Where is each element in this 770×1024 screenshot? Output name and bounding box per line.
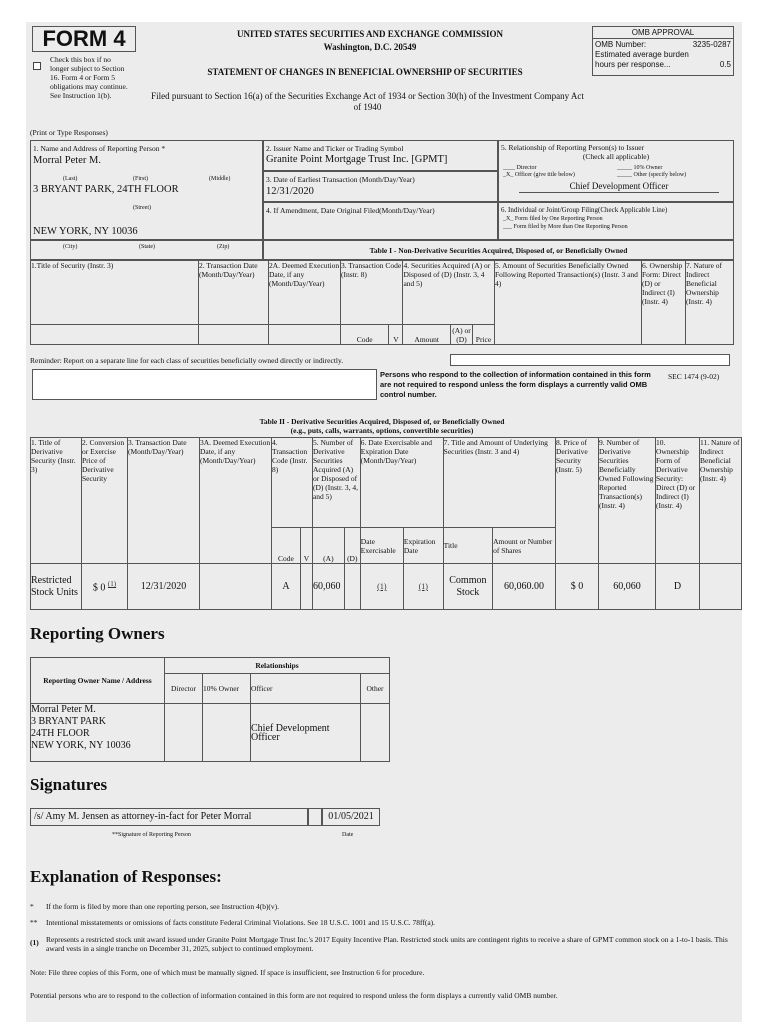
omb-hours: 0.5 <box>719 60 731 69</box>
t1-sub-aord: (A) or (D) <box>452 326 471 344</box>
row-form: D <box>656 564 700 610</box>
officer-option[interactable]: _X_ Officer (give title below) <box>503 172 575 178</box>
signature-date: 01/05/2021 <box>322 808 380 826</box>
row-code: A <box>272 564 301 610</box>
t2-col-title: 1. Title of Derivative Security (Instr. 3) <box>31 438 82 564</box>
sec-code: SEC 1474 (9-02) <box>668 372 720 381</box>
box-6-filing <box>498 202 734 240</box>
more-person-option[interactable]: ___ Form filed by More than One Reporting Person <box>503 224 628 230</box>
box-6-label: 6. Individual or Joint/Group Filing(Check Applicable Line) <box>501 206 668 214</box>
label-street: (Street) <box>133 205 151 211</box>
table-row <box>31 704 390 762</box>
no-longer-subject-checkbox[interactable] <box>33 57 41 75</box>
row-date-ex[interactable]: (1) <box>360 564 403 610</box>
t2-sub-code: Code <box>272 528 301 564</box>
agency-name: UNITED STATES SECURITIES AND EXCHANGE COMMISSION <box>237 29 503 39</box>
other-option[interactable]: _____ Other (specify below) <box>617 172 687 178</box>
box-4-label: 4. If Amendment, Date Original Filed(Month/Day/Year) <box>266 206 435 215</box>
ro-col-ten-pct: 10% Owner <box>203 674 251 704</box>
city-state-zip-row <box>30 240 263 260</box>
box-5-sub: (Check all applicable) <box>582 152 650 161</box>
t2-col-underlying: 7. Title and Amount of Underlying Securities (Instr. 3 and 4) <box>443 438 555 528</box>
label-state: (State) <box>139 244 155 250</box>
t2-sub-v: V <box>300 528 312 564</box>
ro-col-director: Director <box>165 674 203 704</box>
row-acquired: 60,060 <box>312 564 344 610</box>
one-person-option[interactable]: _X_ Form filed by One Reporting Person <box>503 216 603 222</box>
t1-col-title: 1.Title of Security (Instr. 3) <box>31 261 199 325</box>
table-row <box>31 564 742 610</box>
omb-number: 3235-0287 <box>692 40 731 49</box>
t1-sub-v: V <box>389 325 403 345</box>
box-5-label: 5. Relationship of Reporting Person(s) to Issuer <box>501 143 645 152</box>
signatures-heading: Signatures <box>30 775 108 794</box>
ro-col-other: Other <box>361 674 390 704</box>
label-zip: (Zip) <box>217 244 230 250</box>
row-exp[interactable]: (1) <box>403 564 443 610</box>
officer-title: Chief Development Officer <box>519 181 719 193</box>
ro-relationships: Relationships <box>165 658 390 674</box>
t2-col-code: 4. Transaction Code (Instr. 8) <box>272 438 313 528</box>
t1-sub-code: Code <box>341 325 389 345</box>
t1-col-deemed: 2A. Deemed Execution Date, if any (Month/Day/Year) <box>269 261 341 325</box>
t2-col-number: 5. Number of Derivative Securities Acquired (A) or Disposed of (D) (Instr. 3, 4, and 5) <box>312 438 360 528</box>
omb-approval-box <box>592 26 734 76</box>
omb-number-label: OMB Number: <box>595 40 647 49</box>
reminder-box-left <box>32 369 377 400</box>
persons-notice: Persons who respond to the collection of information contained in this form are not required to respond unless the form displays a currently valid OMB control number. <box>380 370 651 399</box>
reporting-person-street: 3 BRYANT PARK, 24TH FLOOR <box>33 184 179 195</box>
ro-officer-value: Chief Development Officer <box>251 704 361 762</box>
reporting-person-city: NEW YORK, NY 10036 <box>33 226 138 237</box>
t1-col-securities: 4. Securities Acquired (A) or Disposed of (D) (Instr. 3, 4 and 5) <box>403 261 495 325</box>
ten-pct-option[interactable]: _____ 10% Owner <box>617 165 663 171</box>
label-last: (Last) <box>63 176 78 182</box>
t2-sub-exp: Expiration Date <box>403 528 443 564</box>
director-option[interactable]: ____ Director <box>503 165 537 171</box>
earliest-transaction-date: 12/31/2020 <box>266 186 314 197</box>
omb-title: OMB APPROVAL <box>593 27 733 39</box>
t1-sub-price: Price <box>473 325 495 345</box>
t1-col-date: 2. Transaction Date (Month/Day/Year) <box>199 261 269 325</box>
label-city: (City) <box>63 244 78 250</box>
row-security: Restricted Stock Units <box>31 564 82 610</box>
table-2-title: Table II - Derivative Securities Acquired, Disposed of, or Beneficially Owned <box>259 417 505 426</box>
table-2-subtitle: (e.g., puts, calls, warrants, options, convertible securities) <box>290 426 474 435</box>
reporting-owners-table <box>30 657 390 762</box>
explanation-item: ** Intentional misstatements or omissions of facts constitute Federal Criminal Violations. See 18 U.S.C. 1001 and 15 U.S.C. 78ff(a). <box>30 918 436 927</box>
t2-sub-date-ex: Date Exercisable <box>360 528 403 564</box>
t1-col-code: 3. Transaction Code (Instr. 8) <box>341 261 403 325</box>
explanation-item: (1) Represents a restricted stock unit award issued under Granite Point Mortgage Trust Inc.'s 2017 Equity Incentive Plan. Restricted stock units are contingent rights to receive a share of GPMT common stock on a 1-to-1 basis. This award vests in a single tranche on December 31, 2025, subject to continued employment. <box>30 935 728 953</box>
row-conv-price: $ 0 $^{(1)}$ <box>82 564 128 610</box>
reminder-box-right <box>450 354 730 366</box>
potential-persons-text: Potential persons who are to respond to the collection of information contained in this form are not required to respond unless the form displays a currently valid OMB number. <box>30 991 558 1000</box>
row-underlying-title: Common Stock <box>443 564 492 610</box>
ro-col-officer: Officer <box>251 674 361 704</box>
t1-col-amount-owned: 5. Amount of Securities Beneficially Owned Following Reported Transaction(s) (Instr. 3 and 4) <box>495 261 642 345</box>
omb-hours-label: hours per response... <box>595 60 671 69</box>
signature-spacer <box>308 808 322 826</box>
box-2-label: 2. Issuer Name and Ticker or Trading Symbol <box>266 144 404 153</box>
table-1-title: Table I - Non-Derivative Securities Acquired, Disposed of, or Beneficially Owned <box>263 240 734 260</box>
t2-col-conversion: 2. Conversion or Exercise Price of Derivative Security <box>82 438 128 564</box>
filed-pursuant: Filed pursuant to Section 16(a) of the Securities Exchange Act of 1934 or Section 30(h) of the Investment Company Act of 1940 <box>151 91 584 112</box>
print-type-note: (Print or Type Responses) <box>30 128 108 137</box>
signature-label: **Signature of Reporting Person <box>112 832 191 838</box>
box-5-relationship <box>498 140 734 202</box>
footnote-link[interactable]: (1) <box>107 580 117 589</box>
box-3-label: 3. Date of Earliest Transaction (Month/Day/Year) <box>266 175 415 184</box>
t2-col-nature: 11. Nature of Indirect Beneficial Ownership (Instr. 4) <box>700 438 742 564</box>
t2-sub-d: (D) <box>344 528 360 564</box>
table-1 <box>30 260 734 345</box>
t2-col-exercisable: 6. Date Exercisable and Expiration Date (Month/Day/Year) <box>360 438 443 528</box>
officer-mark: X <box>506 172 511 178</box>
date-label: Date <box>342 832 354 838</box>
t2-sub-title: Title <box>443 528 492 564</box>
form-title: FORM 4 <box>32 26 136 52</box>
explanation-heading: Explanation of Responses: <box>30 867 222 886</box>
table-2 <box>30 437 742 610</box>
t2-col-deemed: 3A. Deemed Execution Date, if any (Month/Day/Year) <box>200 438 272 564</box>
ro-address: Morral Peter M. 3 BRYANT PARK 24TH FLOOR NEW YORK, NY 10036 <box>31 704 165 762</box>
row-date: 12/31/2020 <box>128 564 200 610</box>
issuer-name: Granite Point Mortgage Trust Inc. [GPMT] <box>266 154 448 165</box>
t1-sub-amount: Amount <box>403 325 451 345</box>
row-owned: 60,060 <box>599 564 656 610</box>
row-underlying-amount: 60,060.00 <box>493 564 556 610</box>
t1-col-nature: 7. Nature of Indirect Beneficial Ownership (Instr. 4) <box>686 261 734 345</box>
t2-col-owned: 9. Number of Derivative Securities Beneficially Owned Following Reported Transaction(s) (Instr. 4) <box>599 438 656 564</box>
statement-title: STATEMENT OF CHANGES IN BENEFICIAL OWNERSHIP OF SECURITIES <box>207 67 523 77</box>
signature-field: /s/ Amy M. Jensen as attorney-in-fact for Peter Morral <box>30 808 308 826</box>
label-first: (First) <box>133 176 148 182</box>
reporting-owners-heading: Reporting Owners <box>30 624 165 643</box>
t1-col-ownership-form: 6. Ownership Form: Direct (D) or Indirect (I) (Instr. 4) <box>642 261 686 345</box>
label-middle: (Middle) <box>209 176 231 182</box>
box-3-earliest-date <box>263 171 498 202</box>
reminder-text: Reminder: Report on a separate line for each class of securities beneficially owned directly or indirectly. <box>30 356 344 365</box>
note-text: Note: File three copies of this Form, one of which must be manually signed. If space is insufficient, see Instruction 6 for procedure. <box>30 968 425 977</box>
box-2-issuer <box>263 140 498 171</box>
box-4-amendment <box>263 202 498 240</box>
box-1-reporting-person <box>30 140 263 240</box>
agency-location: Washington, D.C. 20549 <box>323 42 417 52</box>
box-1-label: 1. Name and Address of Reporting Person * <box>33 144 166 153</box>
omb-burden-label: Estimated average burden <box>595 50 689 59</box>
t2-col-date: 3. Transaction Date (Month/Day/Year) <box>128 438 200 564</box>
t2-sub-a: (A) <box>312 528 344 564</box>
t2-col-price: 8. Price of Derivative Security (Instr. 5) <box>556 438 599 564</box>
row-price: $ 0 <box>556 564 599 610</box>
checkbox-text: Check this box if no longer subject to Section 16. Form 4 or Form 5 obligations may continue. See Instruction 1(b). <box>50 55 128 100</box>
ro-col-name: Reporting Owner Name / Address <box>31 658 165 704</box>
t2-col-form: 10. Ownership Form of Derivative Security: Direct (D) or Indirect (I) (Instr. 4) <box>656 438 700 564</box>
t2-sub-amount: Amount or Number of Shares <box>493 528 556 564</box>
explanation-item: * If the form is filed by more than one reporting person, see Instruction 4(b)(v). <box>30 902 280 911</box>
reporting-person-name: Morral Peter M. <box>33 155 101 166</box>
